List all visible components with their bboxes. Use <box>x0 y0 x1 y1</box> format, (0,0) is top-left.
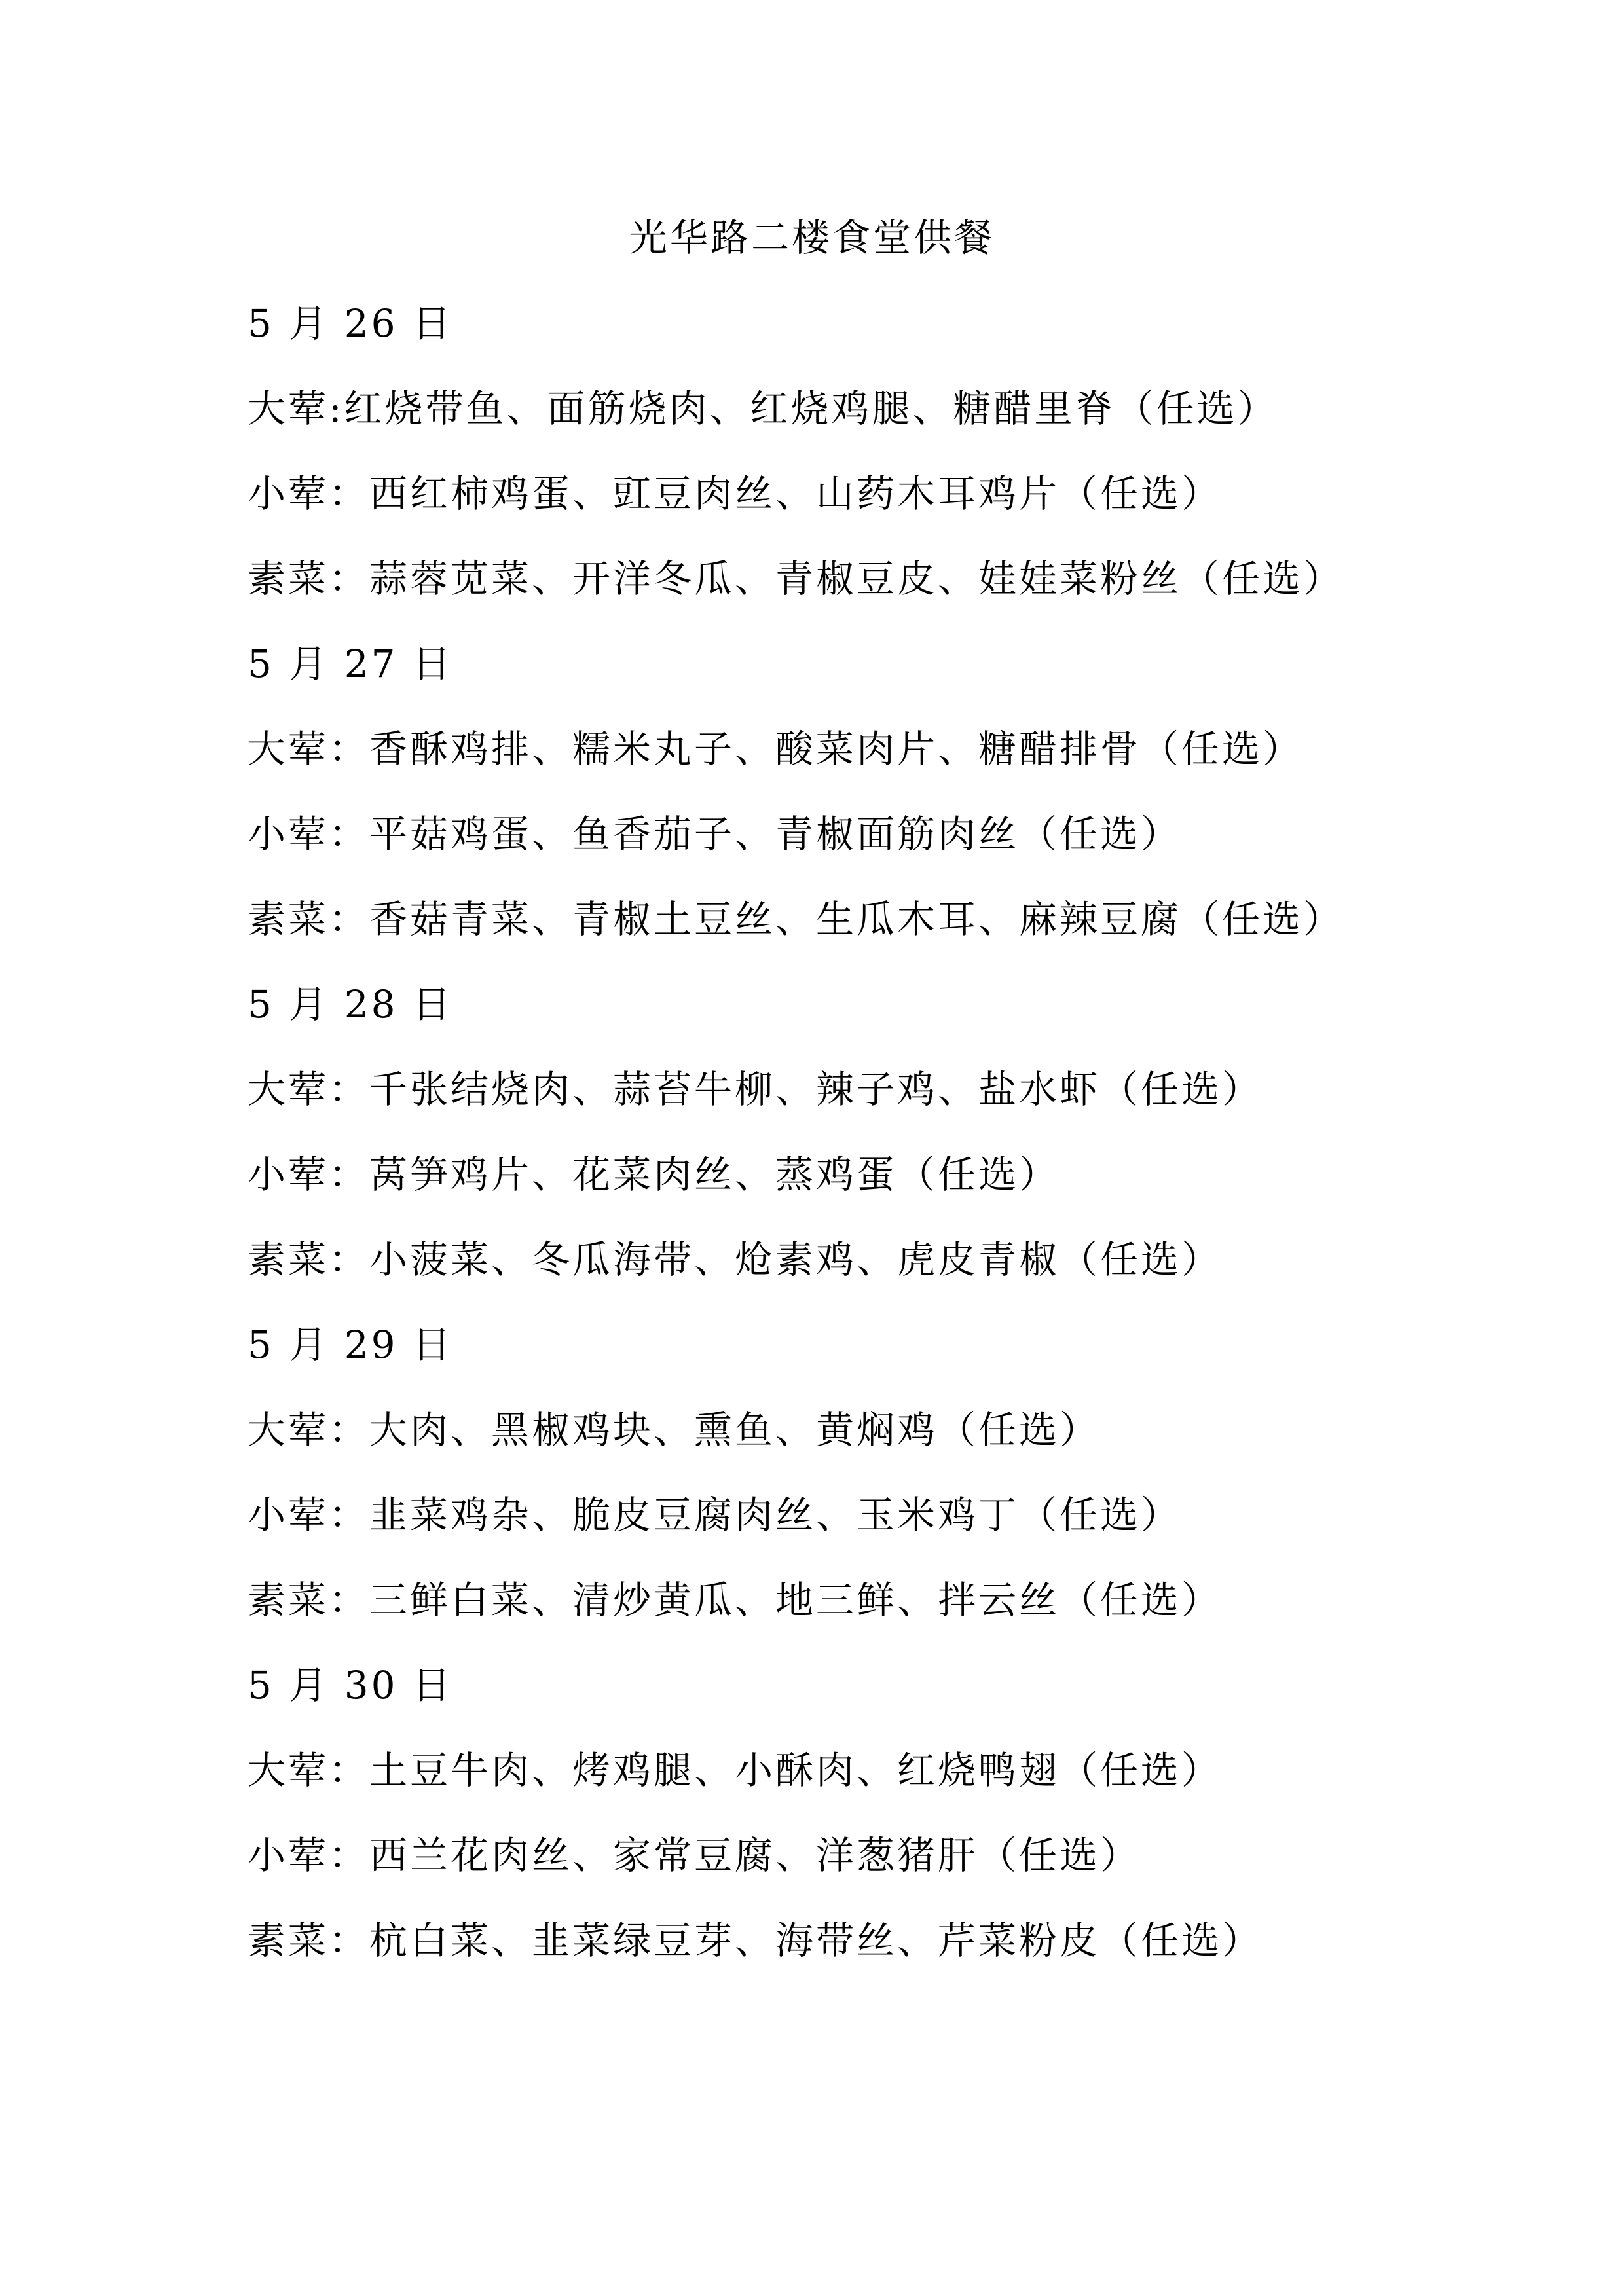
side-meat-dishes: 小荤：西红柿鸡蛋、豇豆肉丝、山药木耳鸡片（任选） <box>248 471 1223 516</box>
side-meat-dishes: 小荤：西兰花肉丝、家常豆腐、洋葱猪肝（任选） <box>248 1833 1141 1878</box>
main-meat-dishes: 大荤:红烧带鱼、面筋烧肉、红烧鸡腿、糖醋里脊（任选） <box>248 386 1278 431</box>
vegetable-dishes: 素菜：香菇青菜、青椒土豆丝、生瓜木耳、麻辣豆腐（任选） <box>248 897 1344 941</box>
vegetable-dishes: 素菜：三鲜白菜、清炒黄瓜、地三鲜、拌云丝（任选） <box>248 1578 1223 1622</box>
date-heading: 5 月 28 日 <box>248 982 454 1027</box>
main-meat-dishes: 大荤：香酥鸡排、糯米丸子、酸菜肉片、糖醋排骨（任选） <box>248 727 1304 771</box>
menu-list <box>248 297 1426 1999</box>
date-heading: 5 月 30 日 <box>248 1663 454 1707</box>
main-meat-dishes: 大荤：土豆牛肉、烤鸡腿、小酥肉、红烧鸭翅（任选） <box>248 1748 1223 1793</box>
date-heading: 5 月 29 日 <box>248 1322 454 1367</box>
vegetable-dishes: 素菜：小菠菜、冬瓜海带、炝素鸡、虎皮青椒（任选） <box>248 1237 1223 1282</box>
date-heading: 5 月 27 日 <box>248 642 454 686</box>
date-heading: 5 月 26 日 <box>248 301 454 346</box>
main-meat-dishes: 大荤：千张结烧肉、蒜苔牛柳、辣子鸡、盐水虾（任选） <box>248 1067 1263 1112</box>
side-meat-dishes: 小荤：韭菜鸡杂、脆皮豆腐肉丝、玉米鸡丁（任选） <box>248 1493 1182 1537</box>
side-meat-dishes: 小荤：莴笋鸡片、花菜肉丝、蒸鸡蛋（任选） <box>248 1152 1060 1197</box>
vegetable-dishes: 素菜：蒜蓉苋菜、开洋冬瓜、青椒豆皮、娃娃菜粉丝（任选） <box>248 556 1344 601</box>
side-meat-dishes: 小荤：平菇鸡蛋、鱼香茄子、青椒面筋肉丝（任选） <box>248 812 1182 856</box>
main-meat-dishes: 大荤：大肉、黑椒鸡块、熏鱼、黄焖鸡（任选） <box>248 1408 1101 1452</box>
vegetable-dishes: 素菜：杭白菜、韭菜绿豆芽、海带丝、芹菜粉皮（任选） <box>248 1918 1263 1963</box>
page-title: 光华路二楼食堂供餐 <box>629 215 995 260</box>
